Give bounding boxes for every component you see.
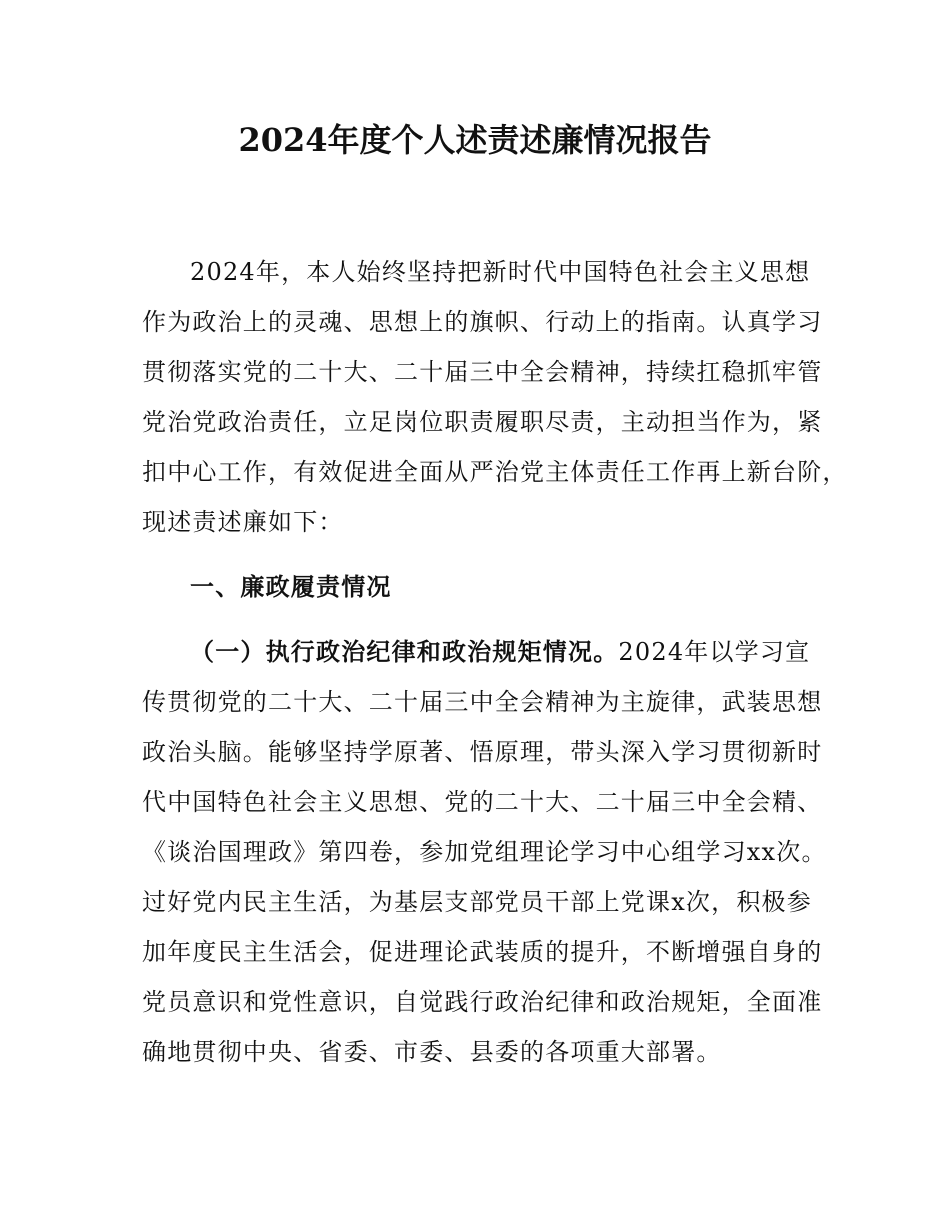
- paragraph-line: 现述责述廉如下：: [142, 508, 344, 536]
- paragraph-line: 加年度民主生活会，促进理论武装质的提升，不断增强自身的: [142, 938, 823, 966]
- paragraph-line: 代中国特色社会主义思想、党的二十大、二十届三中全会精、: [142, 788, 823, 816]
- paragraph-line: 2024年，本人始终坚持把新时代中国特色社会主义思想: [190, 258, 811, 286]
- paragraph-line: 作为政治上的灵魂、思想上的旗帜、行动上的指南。认真学习: [142, 308, 823, 336]
- subsection-first-line-text: 2024年以学习宣: [618, 638, 811, 666]
- subsection-first-line: [190, 632, 810, 672]
- subsection-heading: （一）执行政治纪律和政治规矩情况。: [190, 637, 619, 666]
- paragraph-line: 贯彻落实党的二十大、二十届三中全会精神，持续扛稳抓牢管: [142, 358, 823, 386]
- paragraph-line: 传贯彻党的二十大、二十届三中全会精神为主旋律，武装思想: [142, 688, 823, 716]
- paragraph-line: 党治党政治责任，立足岗位职责履职尽责，主动担当作为，紧: [142, 408, 823, 436]
- paragraph-line: 《谈治国理政》第四卷，参加党组理论学习中心组学习xx次。: [142, 838, 827, 866]
- paragraph-line: 党员意识和党性意识，自觉践行政治纪律和政治规矩，全面准: [142, 988, 823, 1016]
- section-heading: 一、廉政履责情况: [190, 572, 392, 601]
- document-title: 2024年度个人述责述廉情况报告: [238, 121, 712, 159]
- paragraph-line: 政治头脑。能够坚持学原著、悟原理，带头深入学习贯彻新时: [142, 738, 823, 766]
- paragraph-line: 过好党内民主生活，为基层支部党员干部上党课x次，积极参: [142, 888, 812, 916]
- paragraph-line: 确地贯彻中央、省委、市委、县委的各项重大部署。: [142, 1038, 722, 1066]
- paragraph-line: 扣中心工作，有效促进全面从严治党主体责任工作再上新台阶，: [142, 458, 848, 486]
